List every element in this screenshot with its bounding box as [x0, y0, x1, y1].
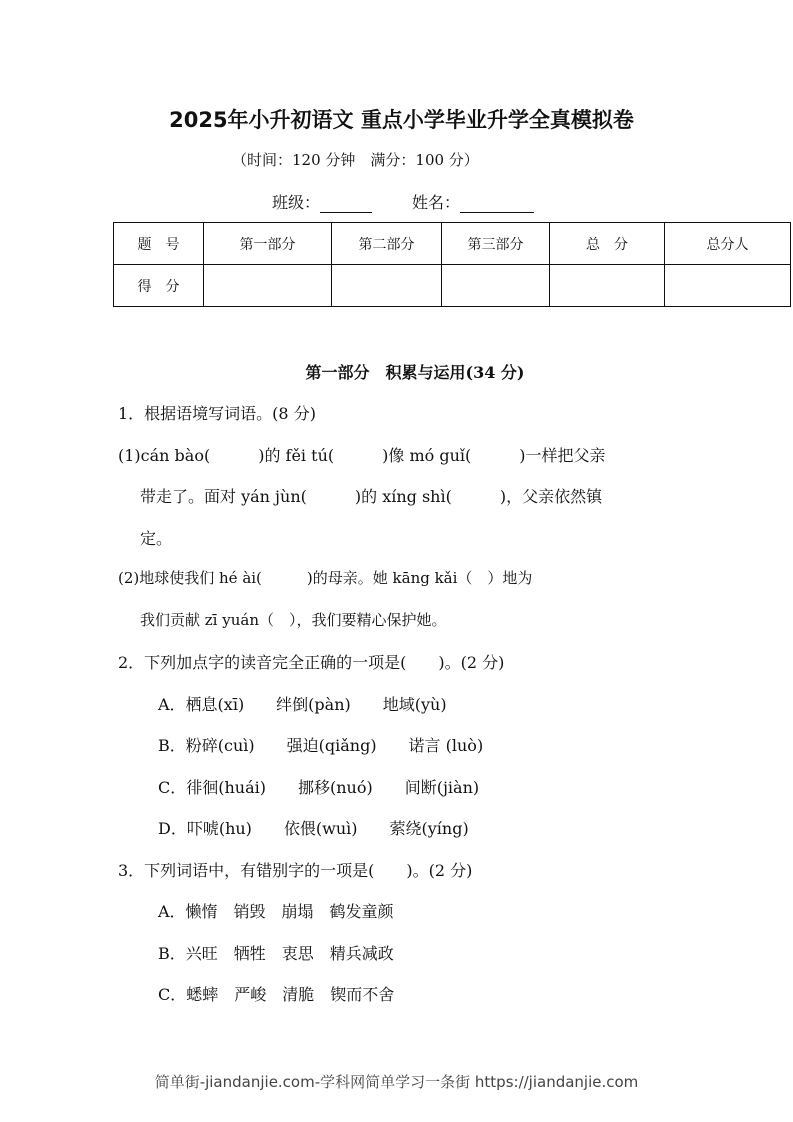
- name-blank[interactable]: [460, 196, 534, 213]
- q3-option-a[interactable]: A．懒惰 销毁 崩塌 鹤发童颜: [158, 902, 394, 921]
- score-cell[interactable]: [665, 265, 791, 307]
- class-field: [272, 190, 372, 213]
- score-table: [113, 222, 791, 307]
- q3-option-b[interactable]: B．兴旺 牺牲 衷思 精兵减政: [158, 944, 394, 963]
- q1-line: 定。: [140, 529, 173, 548]
- score-cell[interactable]: [204, 265, 332, 307]
- class-blank[interactable]: [320, 196, 372, 213]
- q1-line: 我们贡献 zī yuán（ ），我们要精心保护她。: [140, 611, 447, 629]
- score-cell[interactable]: [442, 265, 550, 307]
- header-cell: 第三部分: [442, 223, 550, 265]
- class-label: 班级：: [272, 193, 321, 212]
- header-cell: 第二部分: [332, 223, 442, 265]
- question-2: 2．下列加点字的读音完全正确的一项是( )。(2 分): [118, 653, 505, 672]
- section-heading: 第一部分 积累与运用(34 分): [305, 363, 525, 382]
- q2-option-d[interactable]: D．吓唬(hu) 依偎(wuì) 萦绕(yíng): [158, 819, 469, 838]
- q1-line: (2)地球使我们 hé ài( )的母亲。她 kāng kǎi（ ）地为: [118, 569, 533, 587]
- q2-option-a[interactable]: A．栖息(xī) 绊倒(pàn) 地域(yù): [158, 695, 447, 714]
- score-cell[interactable]: [550, 265, 665, 307]
- header-cell: 总 分: [550, 223, 665, 265]
- row-label: 得 分: [114, 265, 204, 307]
- name-field: [412, 190, 534, 213]
- header-cell: 第一部分: [204, 223, 332, 265]
- q1-line: (1)cán bào( )的 fěi tú( )像 mó guǐ( )一样把父亲: [118, 446, 606, 465]
- q2-option-b[interactable]: B．粉碎(cuì) 强迫(qiǎng) 诺言 (luò): [158, 736, 484, 755]
- header-cell: 总分人: [665, 223, 791, 265]
- name-label: 姓名：: [412, 193, 461, 212]
- page-title: 2025年小升初语文 重点小学毕业升学全真模拟卷: [169, 108, 634, 132]
- q1-line: 带走了。面对 yán jùn( )的 xíng shì( )，父亲依然镇: [140, 487, 603, 506]
- question-3: 3．下列词语中，有错别字的一项是( )。(2 分): [118, 861, 473, 880]
- q2-option-c[interactable]: C．徘徊(huái) 挪移(nuó) 间断(jiàn): [158, 778, 480, 797]
- header-cell: 题 号: [114, 223, 204, 265]
- score-cell[interactable]: [332, 265, 442, 307]
- q3-option-c[interactable]: C．蟋蟀 严峻 清脆 锲而不舍: [158, 985, 395, 1004]
- footer-watermark: 简单街-jiandanjie.com-学科网简单学习一条街 https://jiandanjie.com: [154, 1073, 639, 1091]
- question-1: 1．根据语境写词语。(8 分): [118, 404, 316, 423]
- exam-info: （时间：120 分钟 满分：100 分）: [232, 151, 479, 169]
